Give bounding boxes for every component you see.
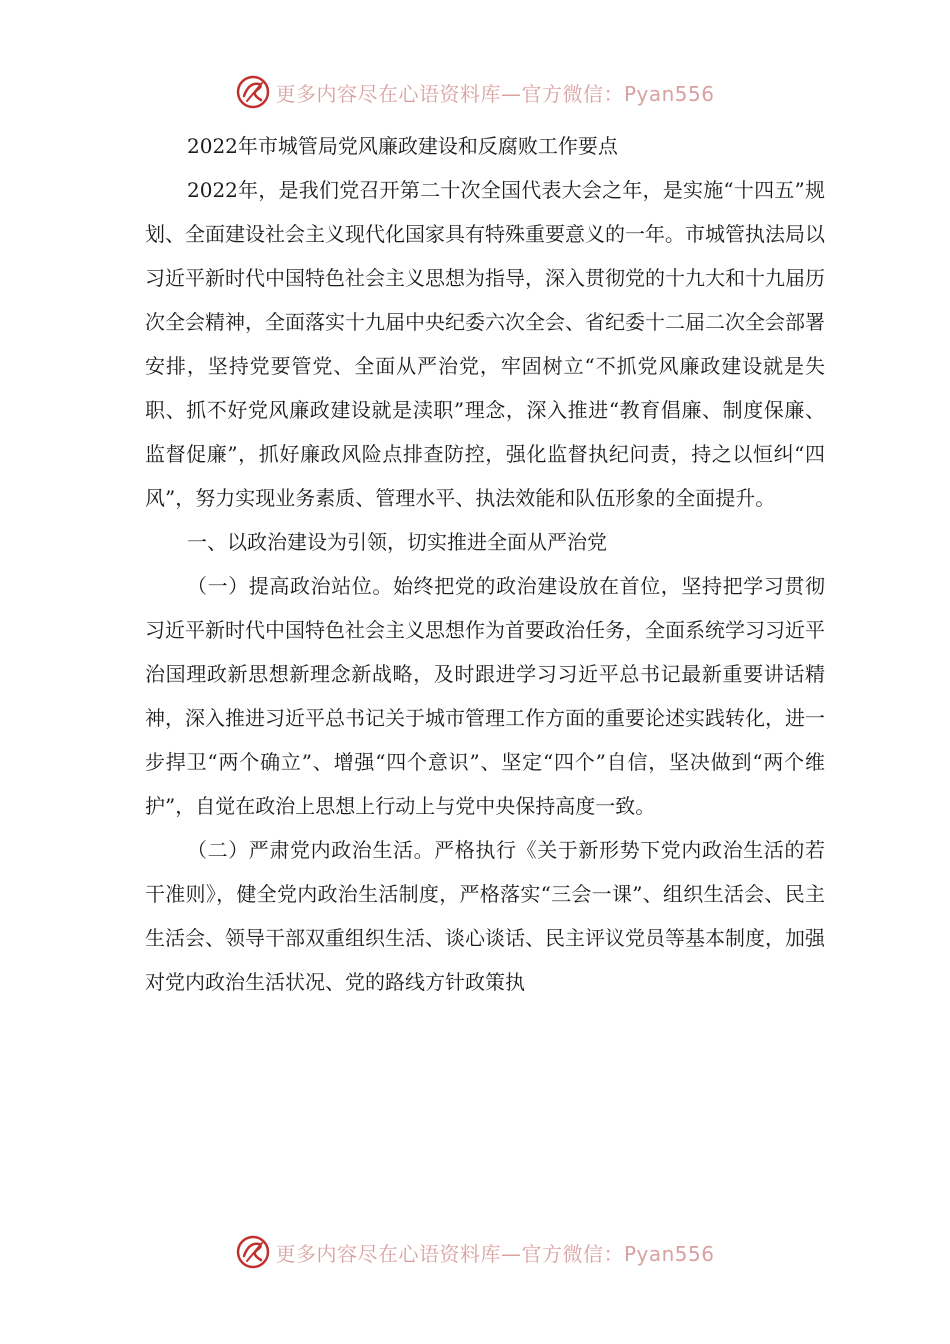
intro-paragraph: 2022年，是我们党召开第二十次全国代表大会之年，是实施“十四五”规划、全面建设社会主义现代化国家具有特殊重要意义的一年。市城管执法局以习近平新时代中国特色社会主义思想为指导，深入贯彻党的十九大和十九届历次全会精神，全面落实十九届中央纪委六次全会、省纪委十二届二次全会部署安排，坚持党要管党、全面从严治党，牢固树立“不抓党风廉政建设就是失职、抓不好党风廉政建设就是渎职”理念，深入推进“教育倡廉、制度保廉、监督促廉”，抓好廉政风险点排查防控，强化监督执纪问责，持之以恒纠“四风”，努力实现业务素质、管理水平、执法效能和队伍形象的全面提升。 (145, 178, 825, 510)
seal-logo-icon (235, 74, 271, 110)
section-1-heading: 一、以政治建设为引领，切实推进全面从严治党 (187, 530, 607, 554)
item-2-paragraph: （二）严肃党内政治生活。严格执行《关于新形势下党内政治生活的若干准则》，健全党内政治生活制度，严格落实“三会一课”、组织生活会、民主生活会、领导干部双重组织生活、谈心谈话、民主评议党员等基本制度，加强对党内政治生活状况、党的路线方针政策执 (145, 838, 825, 994)
document-body (145, 124, 825, 1004)
banner-text: 更多内容尽在心语资料库—官方微信：Pyan556 (275, 81, 715, 106)
banner-text: 更多内容尽在心语资料库—官方微信：Pyan556 (275, 1241, 715, 1266)
document-title: 2022年市城管局党风廉政建设和反腐败工作要点 (187, 134, 618, 158)
item-1-paragraph: （一）提高政治站位。始终把党的政治建设放在首位，坚持把学习贯彻习近平新时代中国特色社会主义思想作为首要政治任务，全面系统学习习近平治国理政新思想新理念新战略，及时跟进学习习近平总书记最新重要讲话精神，深入推进习近平总书记关于城市管理工作方面的重要论述实践转化，进一步捍卫“两个确立”、增强“四个意识”、坚定“四个”自信，坚决做到“两个维护”，自觉在政治上思想上行动上与党中央保持高度一致。 (145, 574, 825, 818)
seal-logo-icon (235, 1234, 271, 1270)
footer-banner (0, 1230, 950, 1274)
header-banner (0, 70, 950, 114)
